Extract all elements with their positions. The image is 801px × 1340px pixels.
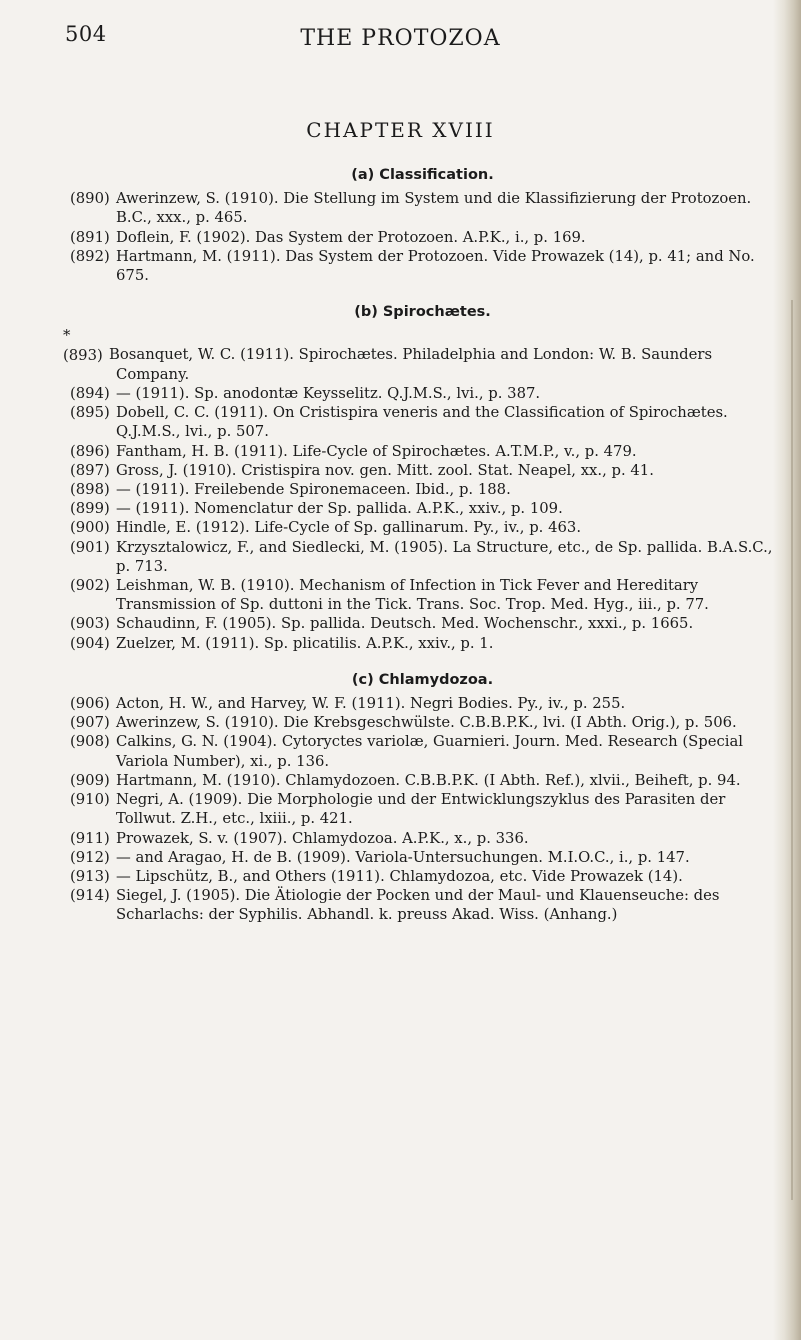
reference-text: Schaudinn, F. (1905). Sp. pallida. Deutsch. Med. Wochenschr., xxxi., p. 1665. bbox=[116, 615, 694, 633]
reference-text: — (1911). Nomenclatur der Sp. pallida. A.P.K., xxiv., p. 109. bbox=[116, 500, 563, 518]
reference-text: Negri, A. (1909). Die Morphologie und der Entwicklungszyklus des Parasiten der Tollwut. Z.H., etc., lxiii., p. 421. bbox=[116, 791, 726, 828]
reference-entry bbox=[70, 771, 775, 790]
reference-entry bbox=[70, 867, 775, 886]
reference-text: — (1911). Sp. anodontæ Keysselitz. Q.J.M.S., lvi., p. 387. bbox=[116, 385, 541, 403]
reference-text: Hindle, E. (1912). Life-Cycle of Sp. gallinarum. Py., iv., p. 463. bbox=[116, 519, 582, 537]
reference-number: (911) bbox=[70, 829, 110, 847]
reference-number: (901) bbox=[70, 538, 110, 556]
page-edge bbox=[773, 0, 801, 1340]
reference-entry bbox=[70, 829, 775, 848]
reference-number: (902) bbox=[70, 577, 110, 595]
reference-entry bbox=[70, 228, 775, 247]
reference-text: Awerinzew, S. (1910). Die Krebsgeschwülste. C.B.B.P.K., lvi. (I Abth. Orig.), p. 506. bbox=[116, 714, 737, 732]
reference-entry bbox=[70, 732, 775, 770]
section-heading: (b) Spirochætes. bbox=[354, 304, 491, 321]
reference-entry bbox=[70, 384, 775, 403]
reference-entry bbox=[70, 480, 775, 499]
reference-entry bbox=[70, 247, 775, 285]
reference-entry bbox=[70, 442, 775, 461]
reference-text: Dobell, C. C. (1911). On Cristispira veneris and the Classification of Spirochætes. Q.J.M.S., lvi., p. 507. bbox=[116, 404, 728, 441]
reference-entry bbox=[70, 499, 775, 518]
reference-text: Gross, J. (1910). Cristispira nov. gen. Mitt. zool. Stat. Neapel, xx., p. 41. bbox=[116, 461, 654, 479]
reference-number: (907) bbox=[70, 714, 110, 732]
chapter-title: CHAPTER XVIII bbox=[306, 118, 495, 142]
reference-number: (890) bbox=[70, 190, 110, 208]
reference-number: (913) bbox=[70, 867, 110, 885]
reference-entry bbox=[70, 790, 775, 828]
reference-number: (892) bbox=[70, 247, 110, 265]
reference-text: Prowazek, S. v. (1907). Chlamydozoa. A.P.K., x., p. 336. bbox=[116, 829, 529, 847]
reference-text: — Lipschütz, B., and Others (1911). Chlamydozoa, etc. Vide Prowazek (14). bbox=[116, 867, 683, 885]
reference-entry bbox=[70, 713, 775, 732]
reference-entry bbox=[70, 634, 775, 653]
reference-text: Hartmann, M. (1910). Chlamydozoen. C.B.B.P.K. (I Abth. Ref.), xlvii., Beiheft, p. 94. bbox=[116, 771, 741, 789]
reference-entry bbox=[70, 189, 775, 227]
reference-entry bbox=[70, 538, 775, 576]
reference-entry bbox=[70, 403, 775, 441]
reference-text: Siegel, J. (1905). Die Ätiologie der Pocken und der Maul- und Klauenseuche: des Scharlachs: der Syphilis. Abhandl. k. preuss Akad. Wiss. (Anhang.) bbox=[116, 887, 720, 924]
reference-text: Bosanquet, W. C. (1911). Spirochætes. Philadelphia and London: W. B. Saunders Company. bbox=[109, 346, 713, 383]
reference-number: (903) bbox=[70, 615, 110, 633]
reference-number: (897) bbox=[70, 461, 110, 479]
reference-text: — and Aragao, H. de B. (1909). Variola-Untersuchungen. M.I.O.C., i., p. 147. bbox=[116, 848, 690, 866]
reference-text: Zuelzer, M. (1911). Sp. plicatilis. A.P.K., xxiv., p. 1. bbox=[116, 634, 494, 652]
reference-number: (910) bbox=[70, 791, 110, 809]
reference-text: Fantham, H. B. (1911). Life-Cycle of Spirochætes. A.T.M.P., v., p. 479. bbox=[116, 442, 637, 460]
reference-number: *(893) bbox=[63, 327, 103, 364]
reference-entry bbox=[70, 518, 775, 537]
reference-text: Acton, H. W., and Harvey, W. F. (1911). Negri Bodies. Py., iv., p. 255. bbox=[116, 695, 626, 713]
running-title: THE PROTOZOA bbox=[300, 26, 501, 51]
reference-text: Leishman, W. B. (1910). Mechanism of Infection in Tick Fever and Hereditary Transmission of Sp. duttoni in the Tick. Trans. Soc. Trop. Med. Hyg., iii., p. 77. bbox=[116, 577, 709, 614]
reference-number: (900) bbox=[70, 519, 110, 537]
reference-number: (908) bbox=[70, 733, 110, 751]
reference-text: Calkins, G. N. (1904). Cytoryctes variolæ, Guarnieri. Journ. Med. Research (Special Variola Number), xi., p. 136. bbox=[116, 733, 744, 770]
reference-entry bbox=[70, 614, 775, 633]
reference-number: (898) bbox=[70, 481, 110, 499]
reference-entry bbox=[70, 848, 775, 867]
reference-text: Doflein, F. (1902). Das System der Protozoen. A.P.K., i., p. 169. bbox=[116, 228, 586, 246]
reference-entry bbox=[70, 576, 775, 614]
reference-number: (906) bbox=[70, 695, 110, 713]
reference-number: (899) bbox=[70, 500, 110, 518]
reference-number: (909) bbox=[70, 771, 110, 789]
reference-entry bbox=[70, 694, 775, 713]
reference-number: (894) bbox=[70, 385, 110, 403]
reference-number: (891) bbox=[70, 228, 110, 246]
reference-number: (912) bbox=[70, 848, 110, 866]
reference-number: (904) bbox=[70, 634, 110, 652]
section-heading: (c) Chlamydozoa. bbox=[351, 671, 494, 688]
reference-number: (914) bbox=[70, 887, 110, 905]
reference-number: (896) bbox=[70, 442, 110, 460]
reference-entry bbox=[70, 886, 775, 924]
reference-list bbox=[63, 162, 775, 925]
reference-text: Krzysztalowicz, F., and Siedlecki, M. (1905). La Structure, etc., de Sp. pallida. B.A.S.C., p. 713. bbox=[116, 538, 773, 575]
reference-entry bbox=[70, 461, 775, 480]
reference-number: (895) bbox=[70, 404, 110, 422]
reference-text: Hartmann, M. (1911). Das System der Protozoen. Vide Prowazek (14), p. 41; and No. 675. bbox=[116, 247, 755, 285]
reference-entry bbox=[63, 326, 775, 384]
reference-text: Awerinzew, S. (1910). Die Stellung im System und die Klassifizierung der Protozoen. B.C., xxx., p. 465. bbox=[116, 190, 752, 227]
section-heading: (a) Classification. bbox=[351, 167, 494, 183]
reference-text: — (1911). Freilebende Spironemaceen. Ibid., p. 188. bbox=[116, 481, 511, 499]
page-number: 504 bbox=[65, 22, 107, 46]
